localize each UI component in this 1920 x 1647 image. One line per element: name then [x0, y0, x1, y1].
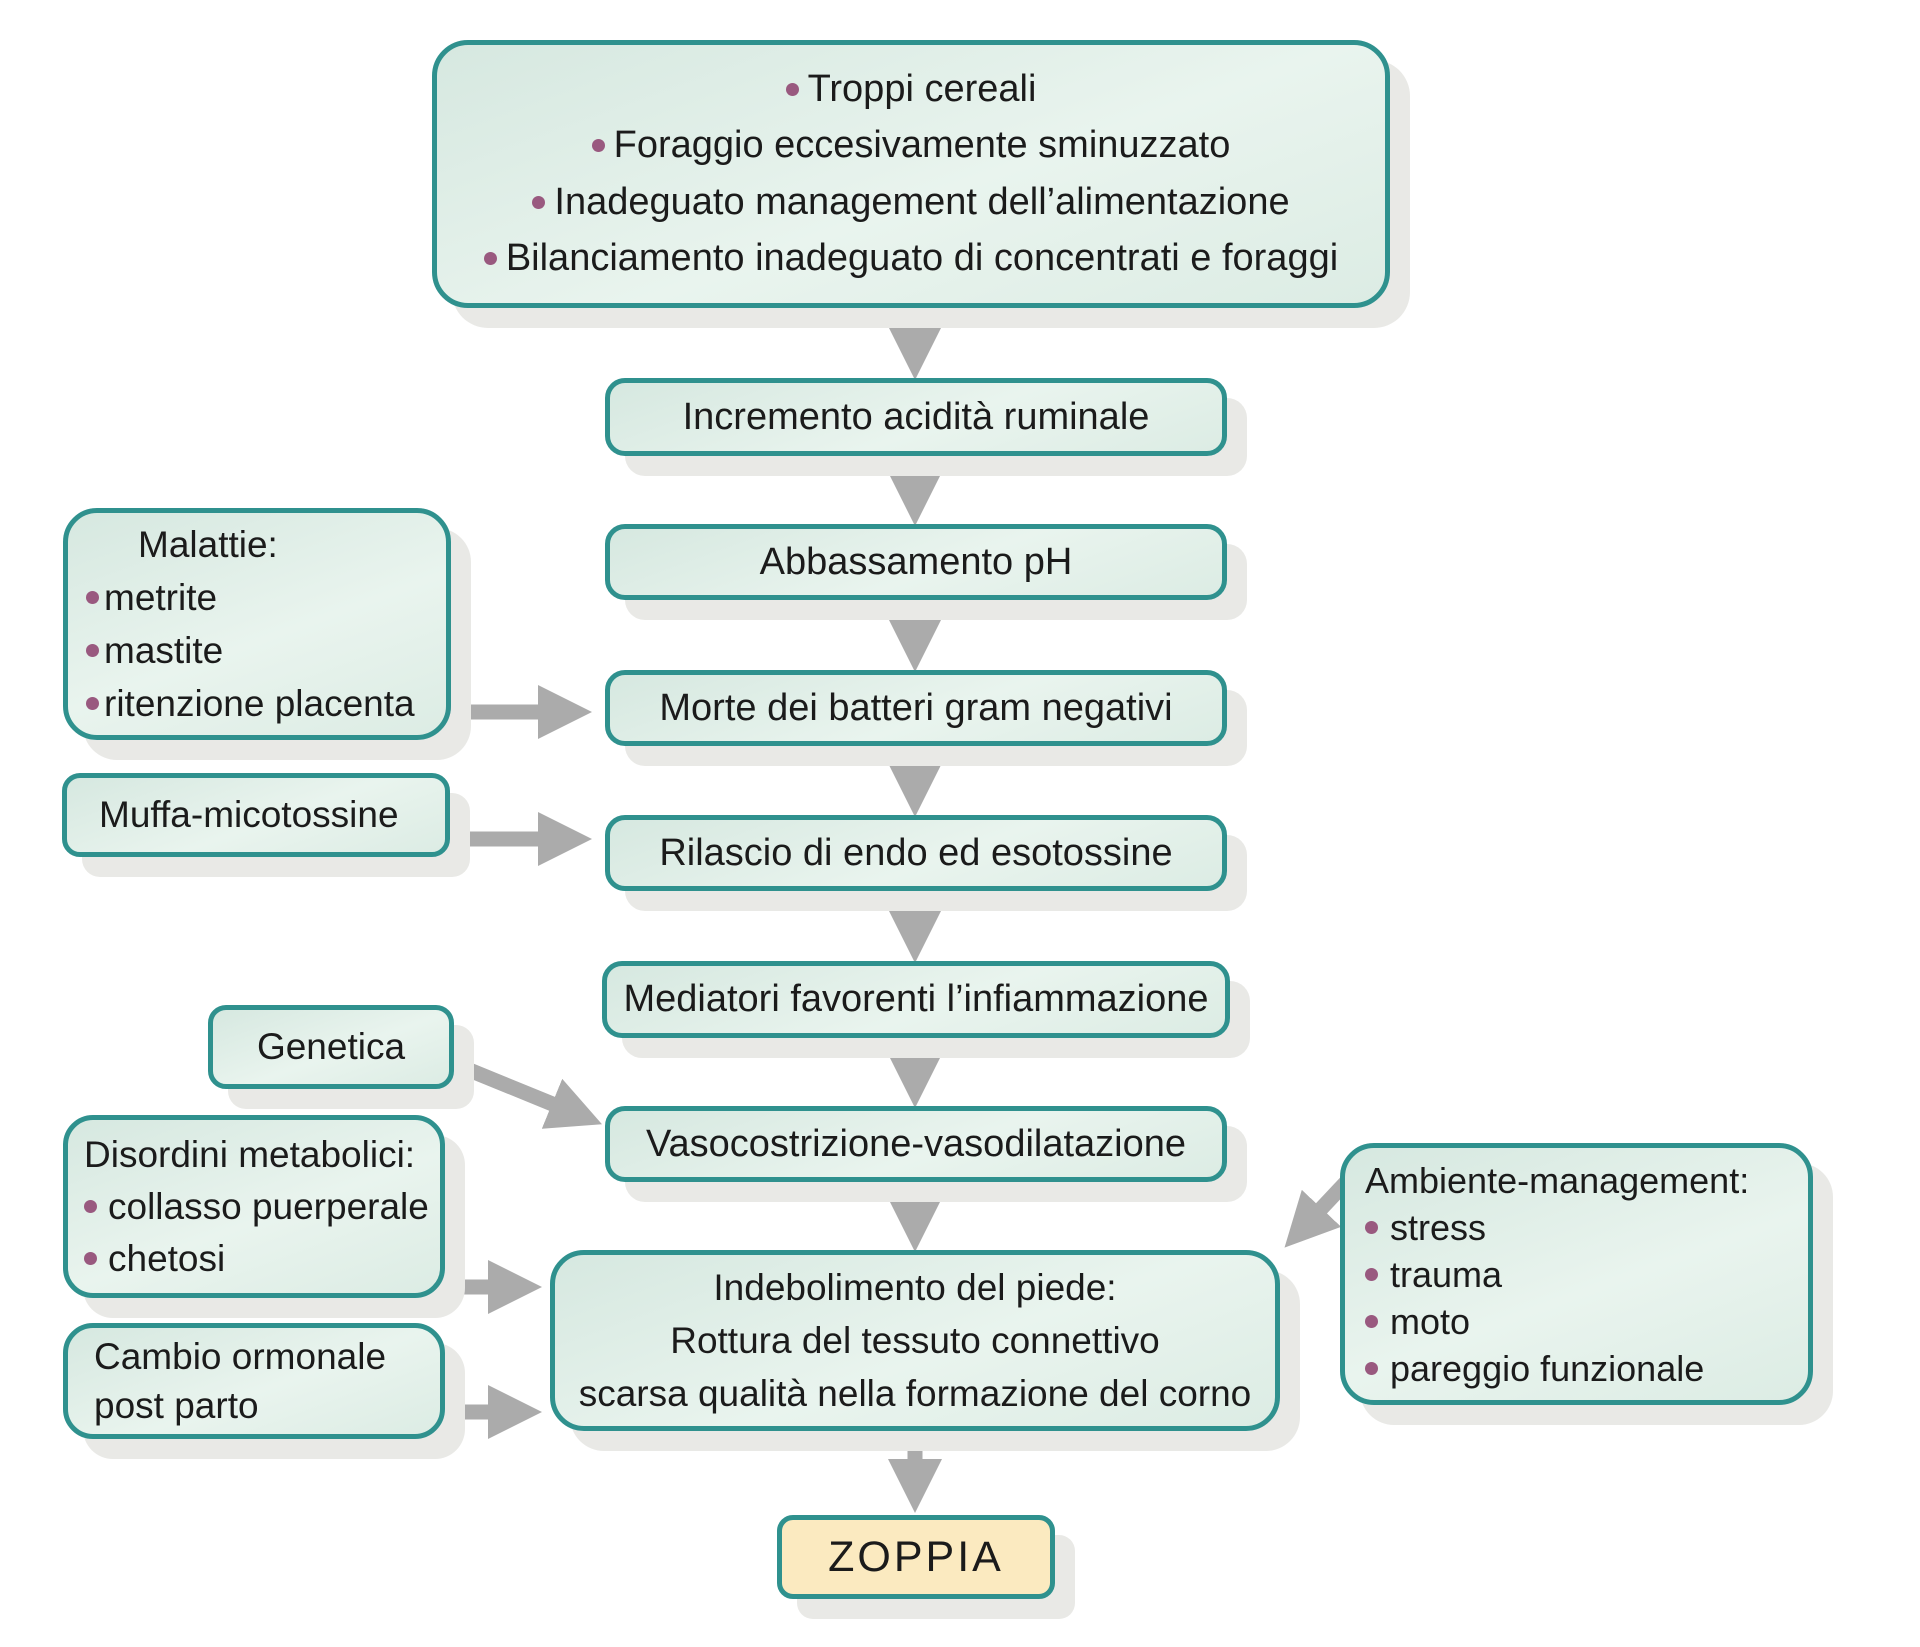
node-line: post parto	[94, 1385, 259, 1426]
node-label: Abbassamento pH	[759, 540, 1073, 583]
list-item: collasso puerperale	[108, 1185, 429, 1227]
node-label: ZOPPIA	[828, 1532, 1004, 1581]
node-label: Genetica	[256, 1026, 406, 1067]
node-header: Disordini metabolici:	[84, 1133, 416, 1175]
node-label: Muffa-micotossine	[99, 794, 399, 835]
list-item: mastite	[104, 630, 224, 671]
node-muffa-micotossine	[62, 773, 450, 857]
bullet-icon	[1365, 1362, 1378, 1375]
list-item: pareggio funzionale	[1390, 1347, 1705, 1389]
list-item: stress	[1390, 1206, 1487, 1248]
cause-item: Bilanciamento inadeguato di concentrati e foraggi	[505, 236, 1339, 279]
node-incremento-acidita	[605, 378, 1227, 456]
node-malattie	[63, 508, 451, 740]
node-line: scarsa qualità nella formazione del corno	[578, 1373, 1252, 1414]
node-label: Mediatori favorenti l’infiammazione	[623, 978, 1209, 1020]
cause-item: Inadeguato management dell’alimentazione	[554, 180, 1290, 223]
list-item: metrite	[104, 577, 218, 618]
list-item: trauma	[1390, 1253, 1503, 1295]
bullet-icon	[86, 644, 99, 657]
bullet-icon	[592, 139, 605, 152]
node-label: Morte dei batteri gram negativi	[659, 686, 1173, 729]
bullet-icon	[786, 83, 799, 96]
list-item: ritenzione placenta	[104, 683, 415, 724]
node-mediatori-infiammazione	[602, 961, 1230, 1038]
node-label: Vasocostrizione-vasodilatazione	[645, 1122, 1187, 1165]
list-item: moto	[1390, 1300, 1471, 1342]
bullet-icon	[532, 196, 545, 209]
node-header: Malattie:	[138, 524, 278, 565]
node-cause-list	[432, 40, 1390, 308]
node-label: Rilascio di endo ed esotossine	[659, 831, 1173, 874]
bullet-icon	[1365, 1221, 1378, 1234]
cause-item: Troppi cereali	[807, 68, 1037, 111]
node-label: Incremento acidità ruminale	[682, 395, 1150, 438]
node-rilascio-tossine	[605, 815, 1227, 891]
bullet-icon	[1365, 1315, 1378, 1328]
bullet-icon	[86, 591, 99, 604]
node-abbassamento-ph	[605, 524, 1227, 600]
bullet-icon	[86, 697, 99, 710]
bullet-icon	[484, 252, 497, 265]
node-disordini-metabolici	[63, 1115, 445, 1298]
bullet-icon	[84, 1200, 97, 1213]
node-line: Cambio ormonale	[94, 1336, 387, 1377]
cause-item: Foraggio eccesivamente sminuzzato	[613, 124, 1231, 167]
node-indebolimento-piede	[550, 1250, 1280, 1431]
node-line: Indebolimento del piede:	[713, 1267, 1117, 1308]
list-item: chetosi	[108, 1237, 226, 1279]
bullet-icon	[84, 1252, 97, 1265]
bullet-icon	[1365, 1268, 1378, 1281]
node-header: Ambiente-management:	[1365, 1159, 1750, 1201]
node-ambiente-management	[1340, 1143, 1813, 1405]
node-vasocostrizione	[605, 1106, 1227, 1182]
node-morte-batteri	[605, 670, 1227, 746]
node-zoppia	[777, 1515, 1055, 1599]
node-cambio-ormonale	[63, 1323, 445, 1439]
arrow-down-right-icon	[457, 1065, 577, 1114]
node-line: Rottura del tessuto connettivo	[670, 1320, 1160, 1361]
node-genetica	[208, 1005, 454, 1089]
